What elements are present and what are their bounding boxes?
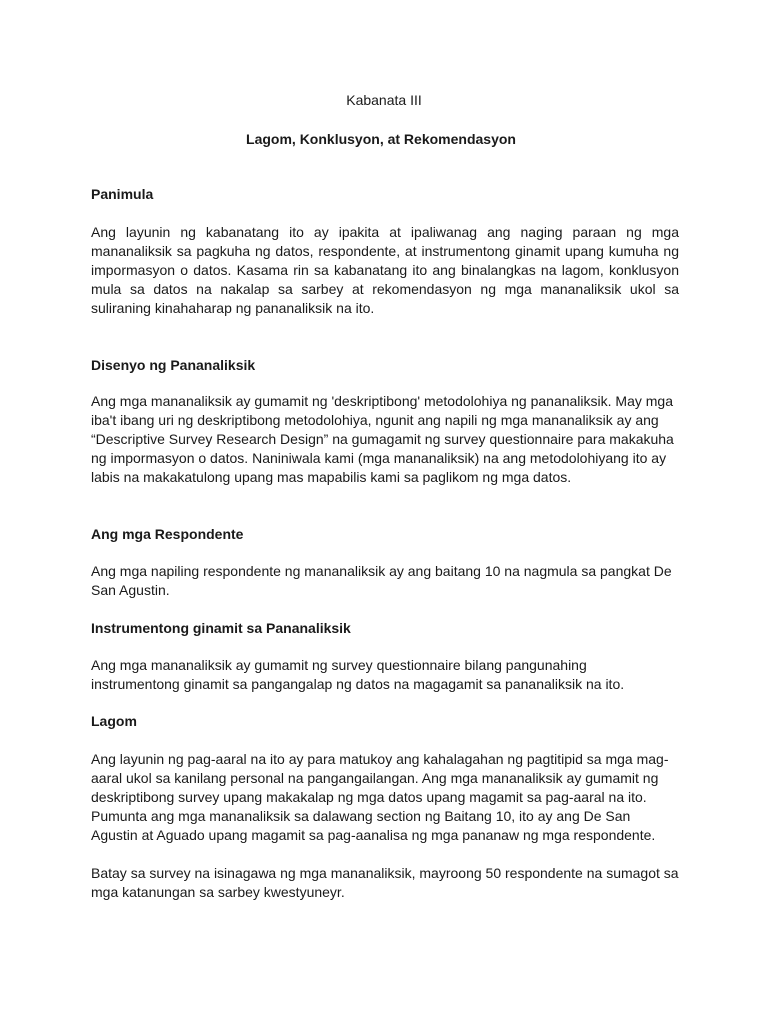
paragraph-lagom-2: Batay sa survey na isinagawa ng mga mananaliksik, mayroong 50 respondente na sumagot sa mga katanungan sa sarbey kwestyuneyr. — [91, 865, 679, 900]
paragraph-lagom-1: Ang layunin ng pag-aaral na ito ay para matukoy ang kahalagahan ng pagtitipid sa mga mag-aaral ukol sa kanilang personal na pangangailangan. Ang mga mananaliksik ay gumamit ng deskriptibong survey upang makakalap ng mga datos upang magamit sa pag-aaral na ito. Pumunta ang mga mananaliksik sa dalawang section ng Baitang 10, ito ay ang De San Agustin at Aguado upang magamit sa pag-aanalisa ng mga pananaw ng mga respondente. — [91, 751, 669, 843]
section-heading-panimula: Panimula — [91, 186, 154, 202]
paragraph-panimula: Ang layunin ng kabanatang ito ay ipakita at ipaliwanag ang naging paraan ng mga mananaliksik sa pagkuha ng datos, respondente, at instrumentong ginamit upang kumuha ng impormasyon o datos. Kasama rin sa kabanatang ito ang binalangkas na lagom, konklusyon mula sa datos na nakalap sa sarbey at rekomendasyon ng mga mananaliksik ukol sa suliraning kinahaharap ng pananaliksik na ito. — [91, 224, 679, 316]
chapter-label: Kabanata III — [346, 92, 422, 108]
section-heading-lagom: Lagom — [91, 713, 137, 729]
section-heading-disenyo: Disenyo ng Pananaliksik — [91, 357, 256, 373]
paragraph-disenyo: Ang mga mananaliksik ay gumamit ng 'deskriptibong' metodolohiya ng pananaliksik. May mga iba't ibang uri ng deskriptibong metodolohiya, ngunit ang napili ng mga mananaliksik ay ang “Descriptive Survey Research Design” na gumagamit ng survey questionnaire para makakuha ng impormasyon o datos. Naniniwala kami (mga mananaliksik) na ang metodolohiyang ito ay labis na makakatulong upang mas mapabilis kami sa paglikom ng mga datos. — [91, 393, 674, 485]
chapter-title: Lagom, Konklusyon, at Rekomendasyon — [246, 131, 516, 147]
section-heading-respondente: Ang mga Respondente — [91, 526, 244, 542]
paragraph-respondente: Ang mga napiling respondente ng mananaliksik ay ang baitang 10 na nagmula sa pangkat De San Agustin. — [91, 563, 672, 598]
paragraph-instrumento: Ang mga mananaliksik ay gumamit ng survey questionnaire bilang pangunahing instrumentong ginamit sa pangangalap ng datos na magagamit sa pananaliksik na ito. — [91, 657, 625, 692]
section-heading-instrumento: Instrumentong ginamit sa Pananaliksik — [91, 620, 351, 636]
